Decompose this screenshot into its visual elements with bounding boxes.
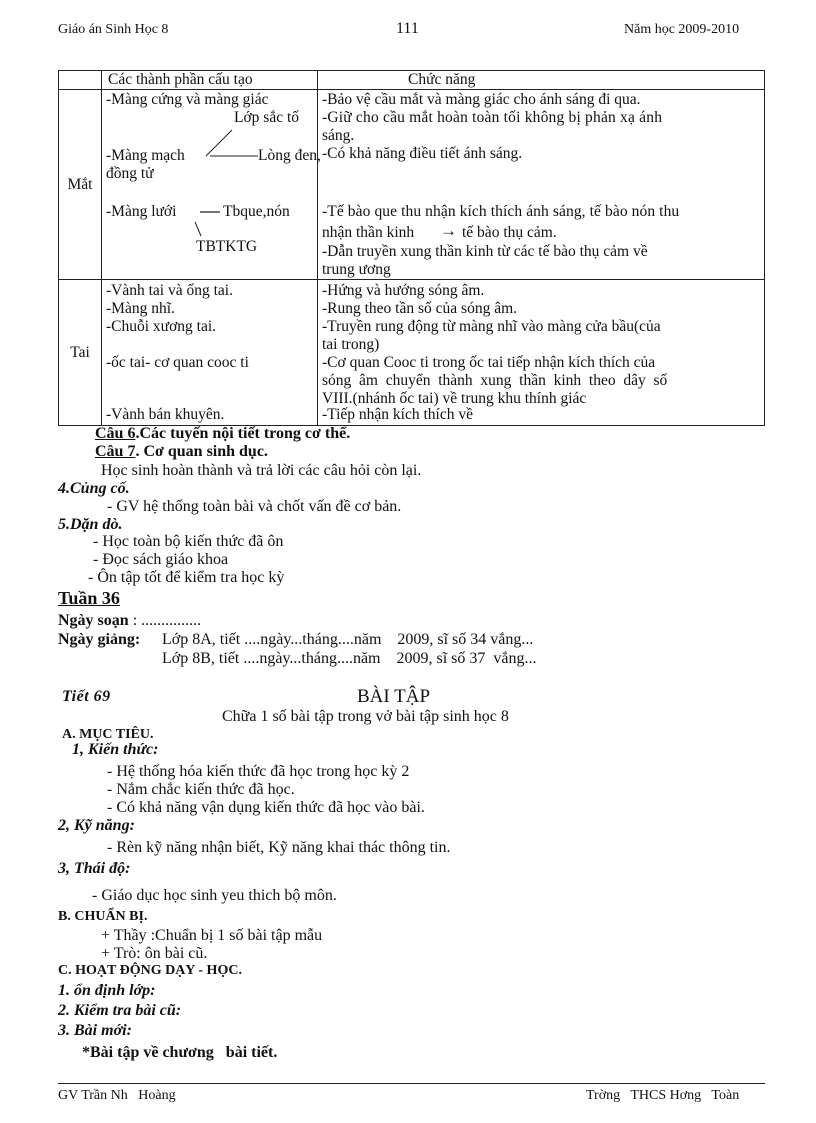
ear-func-4: tai trong): [322, 336, 380, 353]
eye-func-2: -Giữ cho cầu mắt hoàn toàn tối không bị phản xạ ánh: [322, 109, 663, 126]
section-b-item-2: + Trò: ôn bài cũ.: [101, 945, 208, 962]
eye-func-5: -Tế bào que thu nhận kích thích ánh sáng, tế bào nón thu: [322, 203, 680, 220]
eye-func-4: -Có khả năng điều tiết ánh sáng.: [322, 145, 523, 162]
organ-ear: Tai: [59, 280, 102, 426]
skills-title: 2, Kỹ năng:: [58, 817, 135, 834]
section-4-item: - GV hệ thống toàn bài và chốt vấn đề cơ bản.: [107, 498, 402, 515]
teach-date-8a: Lớp 8A, tiết ....ngày...tháng....năm 2009, sĩ số 34 vắng...: [162, 631, 534, 648]
lesson-subtitle: Chữa 1 số bài tập trong vở bài tập sinh học 8: [222, 708, 509, 725]
eye-comp-4: Lòng đen,: [258, 147, 321, 164]
lesson-period: Tiết 69: [62, 688, 111, 705]
ear-comp-5: -Vành bán khuyên.: [106, 406, 225, 423]
footer-right: Trờng THCS Hơng Toàn: [586, 1088, 740, 1103]
lesson-title: BÀI TẬP: [357, 686, 431, 707]
eye-comp-8: TBTKTG: [196, 238, 258, 255]
table-head-components: Các thành phần cấu tạo: [102, 71, 318, 90]
ear-func-3: -Truyền rung động từ màng nhĩ vào màng cửa bầu(của: [322, 318, 661, 335]
ear-comp-4: -ốc tai- cơ quan cooc ti: [106, 354, 249, 371]
section-5-item-2: - Đọc sách giáo khoa: [93, 551, 229, 568]
table-row-eye: [59, 90, 765, 280]
ear-comp-1: -Vành tai và ống tai.: [106, 282, 233, 299]
ear-func-7: VIII.(nhánh ốc tai) về trung khu thính giác: [322, 390, 587, 407]
exercise-heading: *Bài tập về chương bài tiết.: [82, 1044, 278, 1061]
eye-func-6: nhận thần kinh: [322, 224, 415, 241]
prep-date: Ngày soạn : ...............: [58, 612, 202, 629]
ear-comp-3: -Chuỗi xương tai.: [106, 318, 217, 335]
footer-rule: [58, 1083, 765, 1084]
section-5-item-1: - Học toàn bộ kiến thức đã ôn: [93, 533, 284, 550]
page-number: 111: [396, 20, 419, 37]
ear-func-5: -Cơ quan Cooc ti trong ốc tai tiếp nhận kích thích của: [322, 354, 656, 371]
ear-func-6: sóng âm chuyển thành xung thần kinh theo dây số: [322, 372, 668, 389]
header-right: Năm học 2009-2010: [624, 22, 740, 37]
eye-branch-lines: [106, 90, 306, 279]
section-b-title: B. CHUẨN BỊ.: [58, 909, 148, 924]
table-row-ear: [59, 280, 765, 426]
ear-func-1: -Hứng và hướng sóng âm.: [322, 282, 485, 299]
eye-func-9: trung ương: [322, 261, 391, 278]
student-instruction: Học sinh hoàn thành và trả lời các câu hỏi còn lại.: [101, 462, 422, 479]
ear-func-2: -Rung theo tần số của sóng âm.: [322, 300, 518, 317]
eye-comp-1: -Màng cứng và màng giác: [106, 91, 269, 108]
knowledge-item-3: - Có khả năng vận dụng kiến thức đã học vào bài.: [107, 799, 425, 816]
arrow-right-icon: →: [440, 221, 457, 240]
eye-func-1: -Bảo vệ cầu mắt và màng giác cho ánh sáng đi qua.: [322, 91, 641, 108]
section-c-item-3: 3. Bài mới:: [58, 1022, 132, 1039]
knowledge-title: 1, Kiến thức:: [72, 741, 159, 758]
table-head-function: Chức năng: [318, 71, 765, 90]
eye-func-3: sáng.: [322, 127, 355, 144]
attitude-item-1: - Giáo dục học sinh yeu thich bộ môn.: [92, 887, 337, 904]
section-a-title: A. MỤC TIÊU.: [62, 727, 154, 742]
eye-comp-7: Tbque,nón: [223, 203, 290, 220]
organ-eye: Mắt: [59, 90, 102, 280]
table-corner: [59, 71, 102, 90]
section-5-item-3: - Ôn tập tốt để kiểm tra học kỳ: [88, 569, 285, 586]
week-title: Tuần 36: [58, 588, 120, 608]
question-7: Câu 7. Cơ quan sinh dục.: [95, 443, 268, 460]
eye-func-8: -Dẫn truyền xung thần kinh từ các tế bào thụ cảm về: [322, 243, 648, 260]
section-c-title: C. HOẠT ĐỘNG DẠY - HỌC.: [58, 963, 242, 978]
eye-func-7: tế bào thụ cảm.: [462, 224, 557, 241]
eye-comp-5: đồng tử: [106, 165, 154, 182]
attitude-title: 3, Thái độ:: [58, 860, 131, 877]
organ-table: [58, 70, 765, 426]
teach-date-8b: Lớp 8B, tiết ....ngày...tháng....năm 2009, sĩ số 37 vắng...: [162, 650, 537, 667]
ear-comp-2: -Màng nhĩ.: [106, 300, 175, 317]
section-c-item-1: 1. ổn định lớp:: [58, 982, 156, 999]
eye-comp-6: -Màng lưới: [106, 203, 177, 220]
eye-comp-2: Lớp sắc tố: [234, 109, 300, 126]
knowledge-item-1: - Hệ thống hóa kiến thức đã học trong học kỳ 2: [107, 763, 410, 780]
eye-comp-3: -Màng mạch: [106, 147, 185, 164]
section-5-title: 5.Dặn dò.: [58, 516, 123, 533]
section-c-item-2: 2. Kiểm tra bài cũ:: [58, 1002, 182, 1019]
header-left: Giáo án Sinh Học 8: [58, 22, 169, 37]
ear-func-8: -Tiếp nhận kích thích về: [322, 406, 473, 423]
teach-date-label: Ngày giảng:: [58, 631, 141, 648]
footer-left: GV Trần Nh Hoàng: [58, 1088, 176, 1103]
knowledge-item-2: - Nắm chắc kiến thức đã học.: [107, 781, 295, 798]
skills-item-1: - Rèn kỹ năng nhận biết, Kỹ năng khai thác thông tin.: [107, 839, 451, 856]
section-b-item-1: + Thầy :Chuẩn bị 1 số bài tập mẫu: [101, 927, 323, 944]
question-6: Câu 6.Các tuyến nội tiết trong cơ thể.: [95, 425, 351, 442]
section-4-title: 4.Củng cố.: [58, 480, 130, 497]
